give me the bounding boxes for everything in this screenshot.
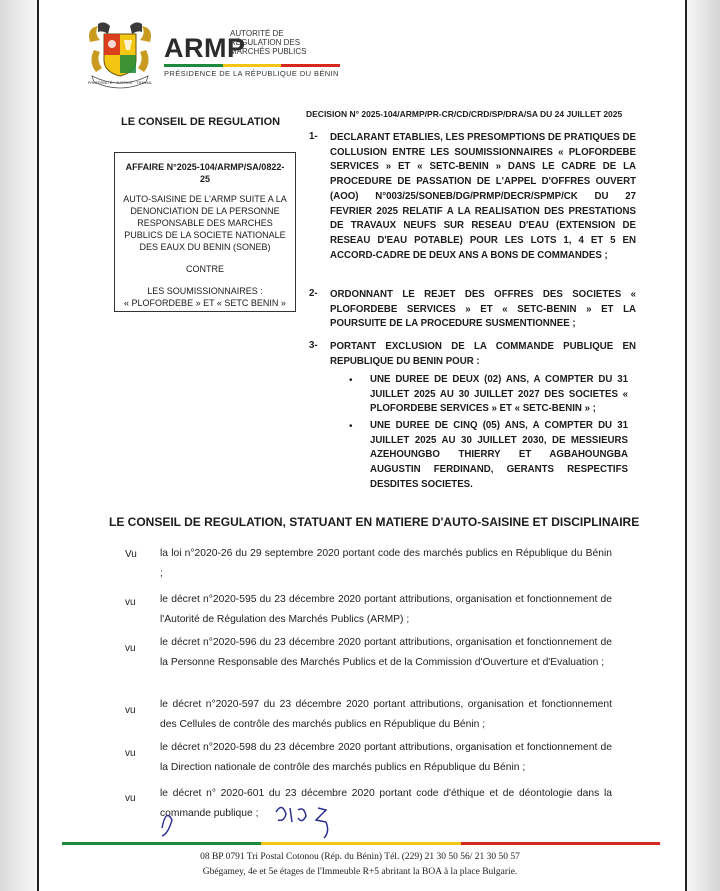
statuant-heading: LE CONSEIL DE REGULATION, STATUANT EN MATIERE D'AUTO-SAISINE ET DISCIPLINAIRE <box>109 515 640 529</box>
decision-point: DECLARANT ETABLIES, LES PRESOMPTIONS DE PRATIQUES DE COLLUSION ENTRE LES SOUMISSIONNAIRES « PLOFORDEBE SERVICES » ET « SETC-BENIN » DANS LE CADRE DE LA PROCEDURE DE PASSATION DE L'APPEL D'OFFRES OUVERT (AOO) N°003/25/SONEB/DG/PRMP/DECR/SPMP/CK DU 27 FEVRIER 2025 RELATIF A LA REALISATION DES PRESTATIONS DE TRAVAUX NEUFS SUR RESEAU D'EAU (EXTENSION DE RESEAU D'EAU POTABLE) POUR LES LOTS 1, 4 ET 5 EN ACCORD-CADRE DE DEUX ANS A BONS DE COMMANDES ; <box>330 132 636 261</box>
vu-text: le décret n°2020-595 du 23 décembre 2020 portant attributions, organisation et fonctionnement de l'Autorité de Régulation des Marchés Publics (ARMP) ; <box>160 594 612 625</box>
vu-text: la loi n°2020-26 du 29 septembre 2020 portant code des marchés publics en République du Bénin ; <box>160 548 612 579</box>
parties-names: « PLOFORDEBE » ET « SETC BENIN » <box>124 298 286 308</box>
flag-color-band <box>164 64 340 67</box>
decision-reference: DECISION N° 2025-104/ARMP/PR-CR/CD/CRD/SP/DRA/SA DU 24 JUILLET 2025 <box>306 109 623 119</box>
affaire-number: AFFAIRE N°2025-104/ARMP/SA/0822-25 <box>125 162 285 184</box>
footer-red <box>461 842 660 845</box>
handwritten-initials <box>158 798 358 840</box>
footer-yellow <box>261 842 460 845</box>
vu-label: vu <box>125 597 136 608</box>
footer-color-band <box>62 842 660 845</box>
scan-left-shadow <box>0 0 38 891</box>
vu-text: le décret n° 2020-601 du 23 décembre 2020 portant code d'éthique et de déontologie dans la commande publique ; <box>160 788 612 819</box>
armp-logo-text: ARMP <box>164 33 246 63</box>
bullet-icon: • <box>349 421 353 432</box>
vu-label: vu <box>125 748 136 759</box>
svg-text:FRATERNITÉ · JUSTICE · TRAVAIL: FRATERNITÉ · JUSTICE · TRAVAIL <box>87 80 153 85</box>
vu-label: Vu <box>125 549 137 560</box>
exclusion-item: UNE DUREE DE CINQ (05) ANS, A COMPTER DU 31 JUILLET 2025 AU 30 JUILLET 2030, DE MESSIEURS AZEHOUNGBO THIERRY ET AGBAHOUNGBA AUGUSTIN FERDINAND, GERANTS RESPECTIFS DESDITES SOCIETES. <box>370 420 628 490</box>
authority-name <box>230 29 350 56</box>
bullet-icon: • <box>349 375 353 386</box>
scan-right-shadow <box>686 0 720 891</box>
decision-point: PORTANT EXCLUSION DE LA COMMANDE PUBLIQUE EN REPUBLIQUE DU BENIN POUR : <box>330 341 636 367</box>
flag-green <box>164 64 223 67</box>
page-left-border <box>37 0 39 891</box>
exclusion-item: UNE DUREE DE DEUX (02) ANS, A COMPTER DU 31 JUILLET 2025 AU 30 JUILLET 2027 DES SOCIETES « PLOFORDEBE SERVICES » ET « SETC-BENIN » ; <box>370 374 628 415</box>
vu-label: vu <box>125 705 136 716</box>
footer-green <box>62 842 261 845</box>
page-right-border <box>685 0 687 891</box>
affaire-subject: AUTO-SAISINE DE L'ARMP SUITE A LA DENONCIATION DE LA PERSONNE RESPONSABLE DES MARCHES PUBLICS DE LA SOCIETE NATIONALE DES EAUX DU BENIN (SONEB) <box>123 194 287 252</box>
footer-address-line-1: 08 BP 0791 Tri Postal Cotonou (Rép. du Bénin) Tél. (229) 21 30 50 56/ 21 30 50 57 <box>200 852 520 862</box>
flag-yellow <box>223 64 282 67</box>
contre-label: CONTRE <box>186 264 224 274</box>
council-title: LE CONSEIL DE REGULATION <box>121 116 281 128</box>
vu-label: vu <box>125 643 136 654</box>
affaire-box <box>114 152 296 312</box>
point-number: 3- <box>309 340 318 351</box>
vu-text: le décret n°2020-597 du 23 décembre 2020 portant attributions, organisation et fonctionnement des Cellules de contrôle des marchés publics en République du Bénin ; <box>160 699 612 730</box>
authority-line-1: AUTORITÉ DE <box>230 29 284 38</box>
vu-text: le décret n°2020-598 du 23 décembre 2020 portant attributions, organisation et fonctionnement de la Direction nationale de contrôle des marchés publics en République du Bénin ; <box>160 742 612 773</box>
point-number: 1- <box>309 131 318 142</box>
decision-point: ORDONNANT LE REJET DES OFFRES DES SOCIETES « PLOFORDEBE SERVICES » ET « SETC-BENIN » ET LA POURSUITE DE LA PROCEDURE SUSMENTIONNEE ; <box>330 289 636 330</box>
benin-coat-of-arms <box>84 20 156 90</box>
point-number: 2- <box>309 288 318 299</box>
flag-red <box>281 64 340 67</box>
footer-address-line-2: Gbégamey, 4e et 5e étages de l'Immeuble R+5 abritant la BOA à la place Bulgarie. <box>202 867 518 877</box>
vu-text: le décret n°2020-596 du 23 décembre 2020 portant attributions, organisation et fonctionnement de la Personne Responsable des Marchés Publics et de la Commission d'Ouverture et d'Evaluation ; <box>160 637 612 668</box>
presidence-line: PRÉSIDENCE DE LA RÉPUBLIQUE DU BÉNIN <box>164 69 339 78</box>
vu-label: vu <box>125 793 136 804</box>
authority-line-2: RÉGULATION DES <box>230 38 301 47</box>
parties-label: LES SOUMISSIONNAIRES : <box>147 286 263 296</box>
authority-line-3: MARCHÉS PUBLICS <box>230 47 307 56</box>
